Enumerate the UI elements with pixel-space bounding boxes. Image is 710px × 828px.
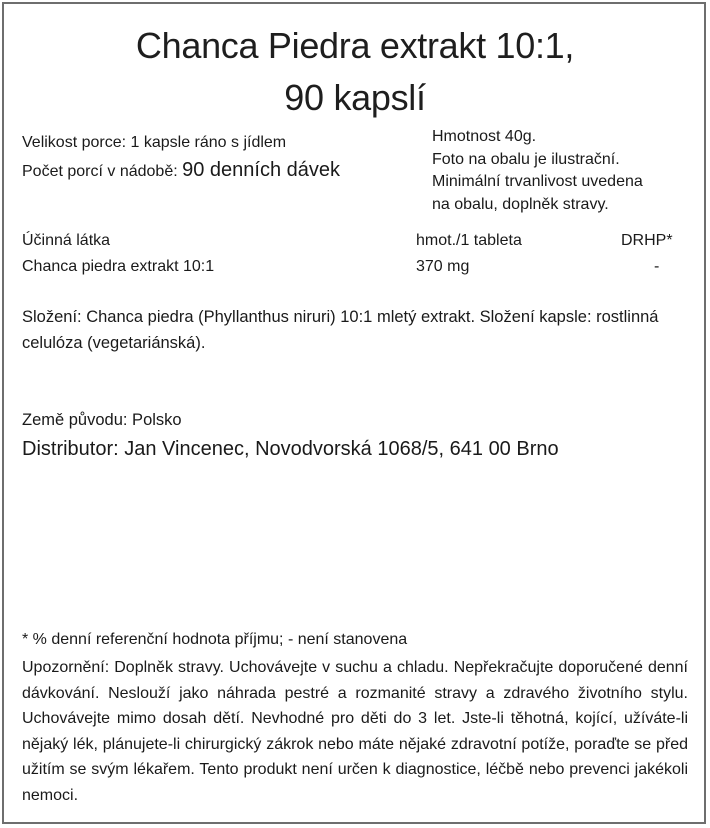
table-cell-drhp: -	[654, 258, 660, 275]
info-photo-note: Foto na obalu je ilustrační.	[432, 150, 620, 168]
serving-size: Velikost porce: 1 kapsle ráno s jídlem	[22, 134, 287, 151]
info-shelf-life-cont: na obalu, doplněk stravy.	[432, 195, 609, 213]
table-header-drhp: DRHP*	[621, 232, 673, 249]
info-weight: Hmotnost 40g.	[432, 128, 537, 145]
servings-value: 90 denních dávek	[182, 159, 341, 181]
table-cell-amount: 370 mg	[416, 258, 470, 275]
warning-text: Upozornění: Doplněk stravy. Uchovávejte v suchu a chladu. Nepřekračujte doporučené denní dávkování. Neslouží jako náhrada pestré a rozmanité stravy a zdravého životního stylu. Uchovávejte mimo dosah dětí. Nevhodné pro děti do 3 let. Jste-li těhotná, kojící, užíváte-li nějaký lék, plánujete-li chirurgický zákrok nebo máte nějaké zdravotní potíže, poraďte se před užitím se svým lékařem. Tento produkt není určen k diagnostice, léčbě nebo prevenci jakékoli nemoci.	[22, 659, 688, 804]
product-info-block	[432, 126, 643, 216]
info-shelf-life: Minimální trvanlivost uvedena	[432, 173, 643, 190]
composition-text: Složení: Chanca piedra (Phyllanthus niruri) 10:1 mletý extrakt. Složení kapsle: rostlinná celulóza (vegetariánská).	[22, 308, 659, 352]
distributor: Distributor: Jan Vincenec, Novodvorská 1068/5, 641 00 Brno	[22, 438, 559, 460]
product-title-line-2: 90 kapslí	[284, 77, 426, 118]
country-of-origin: Země původu: Polsko	[22, 411, 182, 429]
table-cell-ingredient: Chanca piedra extrakt 10:1	[22, 258, 215, 275]
table-header-ingredient: Účinná látka	[22, 232, 111, 249]
table-header-amount: hmot./1 tableta	[416, 232, 522, 249]
servings-per-container	[22, 157, 340, 183]
servings-label: Počet porcí v nádobě:	[22, 163, 178, 180]
product-title-line-1: Chanca Piedra extrakt 10:1,	[135, 25, 575, 66]
footnote: * % denní referenční hodnota příjmu; - není stanovena	[22, 631, 408, 648]
